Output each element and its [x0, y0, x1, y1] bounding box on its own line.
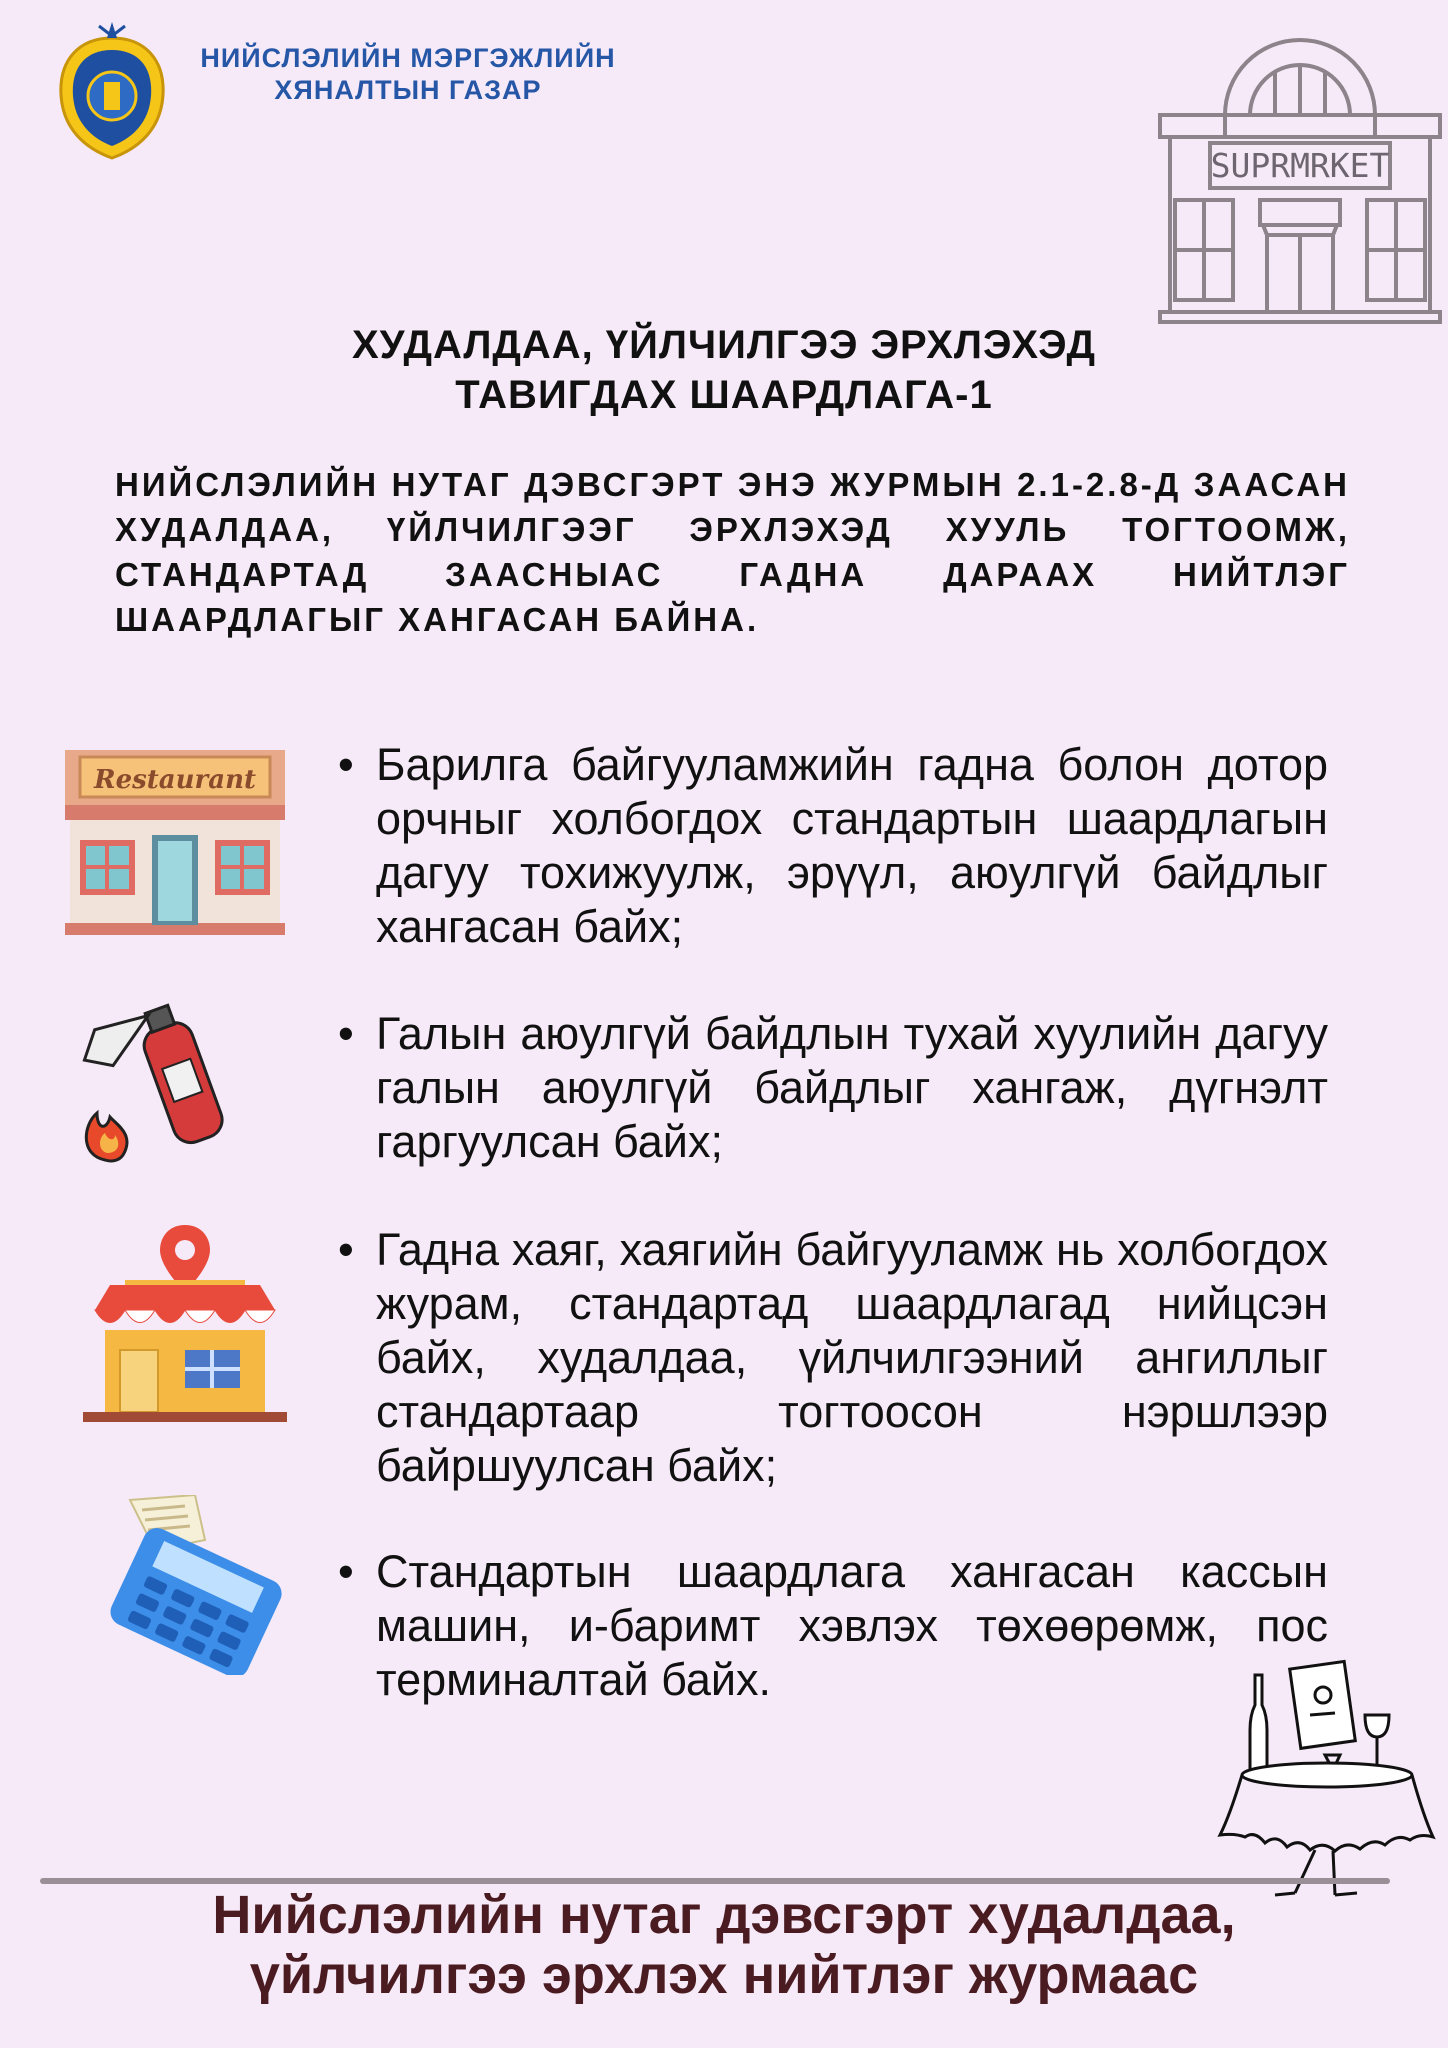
fire-extinguisher-icon [75, 985, 235, 1165]
bullet-icon: • [338, 739, 354, 790]
requirement-item [338, 1545, 1328, 1707]
requirement-text: Гадна хаяг, хаягийн байгууламж нь холбогдох журам, стандартад шаардлагад нийцсэн байх, худалдаа, үйлчилгээний ангиллыг стандартаар тогтоосон нэршлээр байршуулсан байх; [376, 1224, 1328, 1491]
bullet-icon: • [338, 1224, 354, 1275]
intro-paragraph: НИЙСЛЭЛИЙН НУТАГ ДЭВСГЭРТ ЭНЭ ЖУРМЫН 2.1-2.8-Д ЗААСАН ХУДАЛДАА, ҮЙЛЧИЛГЭЭГ ЭРХЛЭХЭД ХУУЛЬ ТОГТООМЖ, СТАНДАРТАД ЗААСНЫАС ГАДНА ДАРААХ НИЙТЛЭГ ШААРДЛАГЫГ ХАНГАСАН БАЙНА. [115, 466, 1350, 638]
emblem-logo [55, 20, 170, 165]
restaurant-icon [60, 745, 290, 935]
bullet-icon: • [338, 1546, 354, 1597]
organization-name [178, 42, 638, 106]
footer-line1: Нийслэлийн нутаг дэвсгэрт худалдаа, [212, 1885, 1236, 1945]
org-name-line2: ХЯНАЛТЫН ГАЗАР [274, 75, 542, 105]
page-title [200, 320, 1248, 420]
title-line1: ХУДАЛДАА, ҮЙЛЧИЛГЭЭ ЭРХЛЭХЭД [351, 323, 1097, 367]
requirement-item [338, 738, 1328, 954]
footer-line2: үйлчилгээ эрхлэх нийтлэг журмаас [249, 1945, 1199, 2005]
supermarket-building-icon [1155, 25, 1445, 325]
requirement-text: Галын аюулгүй байдлын тухай хуулийн дагуу галын аюулгүй байдлыг хангаж, дүгнэлт гаргуулсан байх; [376, 1008, 1328, 1167]
footer-divider [40, 1878, 1390, 1884]
bullet-icon: • [338, 1008, 354, 1059]
footer-source [100, 1885, 1348, 2005]
cafe-table-sketch-icon [1215, 1655, 1440, 1910]
requirement-text: Стандартын шаардлага хангасан кассын машин, и-баримт хэвлэх төхөөрөмж, пос терминалтай байх. [376, 1546, 1328, 1705]
title-line2: ТАВИГДАХ ШААРДЛАГА-1 [455, 373, 993, 417]
requirement-item [338, 1223, 1328, 1493]
requirement-item [338, 1007, 1328, 1169]
org-name-line1: НИЙСЛЭЛИЙН МЭРГЭЖЛИЙН [200, 43, 616, 73]
store-location-icon [80, 1220, 290, 1425]
requirement-text: Барилга байгууламжийн гадна болон дотор орчныг холбогдох стандартын шаардлагын дагуу тохижуулж, эрүүл, аюулгүй байдлыг хангасан байх; [376, 739, 1328, 952]
supermarket-sign-text: SUPRMRKET [1210, 146, 1390, 185]
pos-terminal-icon [100, 1495, 290, 1675]
restaurant-sign-text: Restaurant [93, 765, 257, 795]
